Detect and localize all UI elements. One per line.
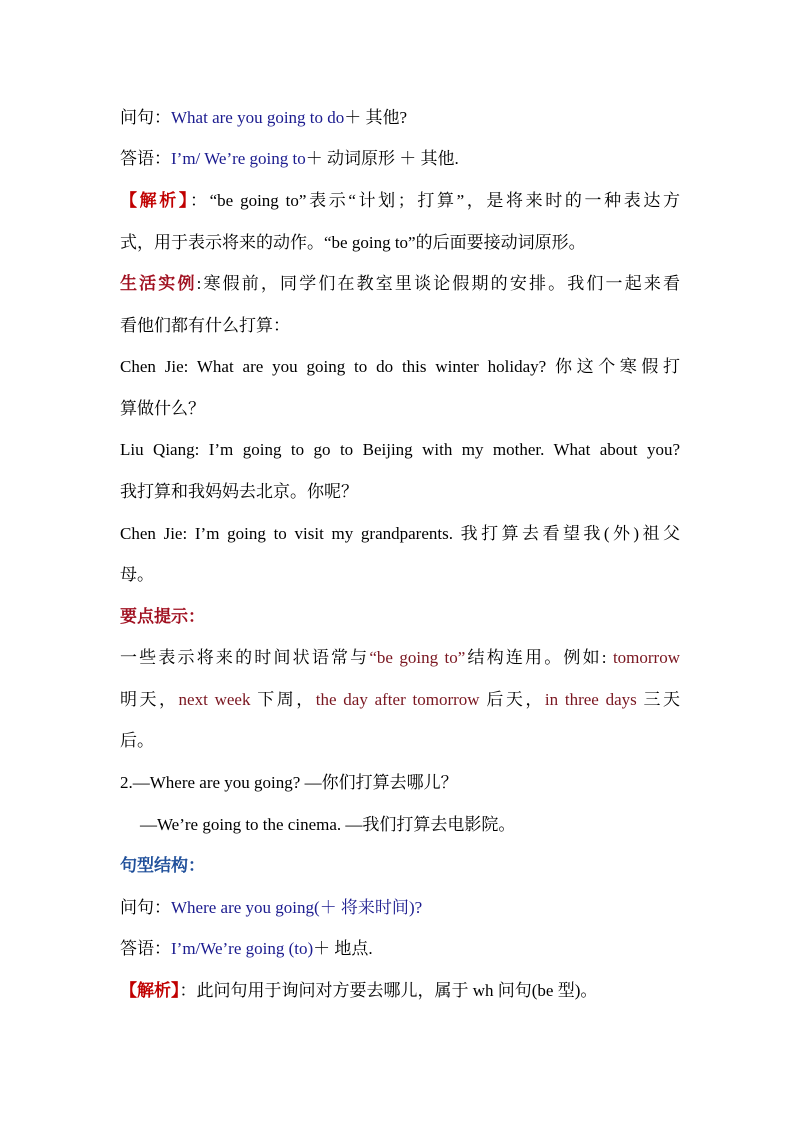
dialogue-line-3: Liu Qiang: I’m going to go to Beijing with my mother. What about you?	[120, 440, 680, 459]
answer-pattern-2	[120, 937, 680, 961]
key-points-text-a: 明天，	[120, 690, 179, 709]
sentence-structure-heading	[120, 854, 680, 878]
key-points-text-b: next week	[178, 690, 251, 709]
question-english: What are you going to do	[171, 108, 345, 127]
answer-suffix: ＋ 地点.	[313, 939, 373, 958]
example-2-question: 2.—Where are you going? —你们打算去哪儿？	[120, 773, 458, 792]
question-suffix: ＋ 其他?	[344, 108, 408, 127]
question-english: Where are you going(	[171, 898, 320, 917]
life-example-line-2: 看他们都有什么打算：	[120, 316, 290, 335]
key-points-text-a: 一些表示将来的时间状语常与	[120, 648, 370, 667]
key-points-label: 要点提示：	[120, 607, 205, 626]
question-middle: ＋ 将来时间	[319, 898, 409, 917]
analysis-label: 【解析】	[120, 191, 190, 210]
question-english-end: )?	[408, 898, 423, 917]
analysis-text: ：“be going to”表示“计划；打算”，是将来时的一种表达方	[190, 191, 680, 210]
example-2-answer: —We’re going to the cinema. —我们打算去电影院。	[140, 815, 516, 834]
answer-suffix: ＋ 动词原形 ＋ 其他.	[305, 149, 459, 168]
dialogue-line-6: 母。	[120, 565, 154, 584]
key-points-text-d: the day after tomorrow	[315, 690, 480, 709]
question-prefix: 问句：	[120, 108, 171, 127]
analysis-1-line-1	[120, 189, 680, 213]
dialogue-line-5: Chen Jie: I’m going to visit my grandparents. 我打算去看望我(外)祖父	[120, 524, 680, 543]
answer-prefix: 答语：	[120, 939, 171, 958]
answer-english: I’m/ We’re going to	[171, 149, 306, 168]
key-points-text-g: 三天	[636, 690, 681, 709]
analysis-2	[120, 979, 680, 1003]
question-pattern-2	[120, 896, 680, 920]
key-points-text-e: 后天，	[479, 690, 545, 709]
key-points-line-3: 后。	[120, 731, 154, 750]
life-example-text: :寒假前，同学们在教室里谈论假期的安排。我们一起来看	[196, 274, 680, 293]
dialogue-line-2: 算做什么？	[120, 399, 205, 418]
life-example-line-1	[120, 272, 680, 296]
dialogue-line-4: 我打算和我妈妈去北京。你呢？	[120, 482, 358, 501]
answer-prefix: 答语：	[120, 149, 171, 168]
analysis-1-line-2: 式，用于表示将来的动作。“be going to”的后面要接动词原形。	[120, 233, 586, 252]
sentence-structure-label: 句型结构：	[120, 856, 205, 875]
dialogue-line-1: Chen Jie: What are you going to do this winter holiday? 你这个寒假打	[120, 357, 680, 376]
key-points-text-d: tomorrow	[606, 648, 680, 667]
key-points-text-c: 下周，	[250, 690, 316, 709]
question-pattern-1	[120, 106, 680, 130]
key-points-line-2	[120, 688, 680, 712]
key-points-line-1	[120, 646, 680, 670]
key-points-text-b: “be going to”	[369, 648, 466, 667]
key-points-text-f: in three days	[544, 690, 637, 709]
question-prefix: 问句：	[120, 898, 171, 917]
life-example-label: 生活实例	[120, 274, 197, 293]
key-points-text-c: 结构连用。例如:	[465, 648, 607, 667]
answer-pattern-1	[120, 147, 680, 171]
analysis-label: 【解析】	[120, 981, 180, 1000]
key-points-heading	[120, 605, 680, 629]
answer-english: I’m/We’re going (to)	[171, 939, 314, 958]
analysis-text: ：此问句用于询问对方要去哪儿，属于 wh 问句(be 型)。	[179, 981, 598, 1000]
